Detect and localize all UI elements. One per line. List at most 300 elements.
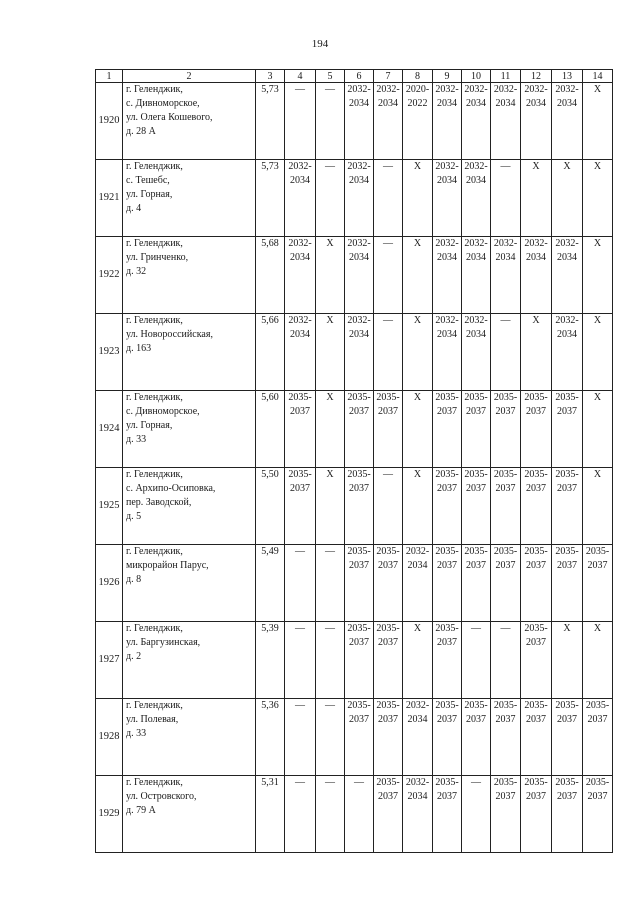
period-cell-col10	[462, 776, 491, 853]
cost-cell	[256, 83, 285, 160]
cell-text: 2035-	[435, 777, 459, 788]
cell-text: 2034	[466, 98, 486, 109]
period-cell-col14	[583, 391, 613, 468]
cell-text: —	[295, 700, 305, 711]
period-cell-col10	[462, 699, 491, 776]
cell-text: 2034	[407, 560, 428, 571]
cell-text: X	[326, 238, 334, 249]
period-cell-col11	[491, 545, 521, 622]
period-cell-col14	[583, 468, 613, 545]
period-cell-col9	[433, 314, 462, 391]
cell-text: —	[295, 546, 305, 557]
cell-text: 2034	[407, 714, 428, 725]
cell-text: 2032-	[555, 238, 579, 249]
cell-text: X	[326, 315, 334, 326]
cell-text: 2035-	[524, 546, 548, 557]
period-cell-col11	[491, 622, 521, 699]
period-cell-col13	[552, 314, 583, 391]
cell-text: 2037	[557, 406, 577, 417]
cell-text: 2035-	[555, 700, 579, 711]
column-header-14: 14	[583, 70, 613, 83]
period-cell-col8	[403, 545, 433, 622]
period-cell-col8	[403, 160, 433, 237]
column-header-1: 1	[96, 70, 123, 83]
period-cell-col12	[521, 83, 552, 160]
column-header-2: 2	[123, 70, 256, 83]
period-cell-col12	[521, 545, 552, 622]
cell-text: 2037	[349, 714, 369, 725]
address-line: д. 163	[126, 343, 152, 354]
period-cell-col13	[552, 160, 583, 237]
period-cell-col7	[374, 699, 403, 776]
period-cell-col14	[583, 160, 613, 237]
cell-text: 2032-	[435, 161, 459, 172]
cell-text: 5,31	[261, 777, 279, 788]
cell-text: 2035-	[376, 700, 400, 711]
period-cell-col6	[345, 622, 374, 699]
cell-text: 2037	[466, 406, 486, 417]
period-cell-col13	[552, 699, 583, 776]
cell-text: 2035-	[555, 777, 579, 788]
address-cell	[123, 545, 256, 622]
period-cell-col14	[583, 622, 613, 699]
period-cell-col12	[521, 391, 552, 468]
period-cell-col9	[433, 391, 462, 468]
period-cell-col8	[403, 391, 433, 468]
cell-text: —	[295, 777, 305, 788]
table-row	[96, 699, 613, 776]
address-cell	[123, 391, 256, 468]
address-line: с. Архипо-Осиповка,	[126, 483, 216, 494]
row-number: 1923	[96, 314, 123, 391]
period-cell-col13	[552, 545, 583, 622]
column-header-row	[96, 70, 613, 83]
column-header-9: 9	[433, 70, 462, 83]
period-cell-col6	[345, 314, 374, 391]
address-cell	[123, 468, 256, 545]
cell-text: 2034	[349, 175, 369, 186]
address-line: ул. Островского,	[126, 791, 197, 802]
address-line: пер. Заводской,	[126, 497, 192, 508]
period-cell-col10	[462, 468, 491, 545]
cell-text: —	[383, 161, 393, 172]
period-cell-col6	[345, 468, 374, 545]
address-line: д. 33	[126, 434, 147, 445]
cell-text: 2037	[557, 560, 577, 571]
cell-text: 2035-	[435, 392, 459, 403]
cell-text: —	[325, 84, 335, 95]
cell-text: 2037	[290, 406, 310, 417]
cell-text: 2032-	[405, 546, 430, 557]
cell-text: 2032-	[524, 84, 548, 95]
cell-text: X	[326, 469, 334, 480]
cell-text: 2032-	[464, 315, 488, 326]
cell-text: 2037	[526, 406, 546, 417]
period-cell-col4	[285, 776, 316, 853]
period-cell-col10	[462, 237, 491, 314]
column-header-7: 7	[374, 70, 403, 83]
cell-text: X	[563, 161, 571, 172]
row-number: 1921	[96, 160, 123, 237]
period-cell-col14	[583, 699, 613, 776]
address-line: г. Геленджик,	[126, 315, 183, 326]
cell-text: —	[325, 623, 335, 634]
cell-text: —	[325, 777, 335, 788]
period-cell-col10	[462, 391, 491, 468]
period-cell-col7	[374, 237, 403, 314]
cell-text: 5,50	[261, 469, 279, 480]
cell-text: —	[383, 315, 393, 326]
table-row	[96, 314, 613, 391]
period-cell-col6	[345, 83, 374, 160]
cell-text: —	[325, 700, 335, 711]
address-line: д. 33	[126, 728, 147, 739]
page-number: 194	[311, 38, 329, 50]
address-line: д. 79 А	[126, 805, 156, 816]
period-cell-col9	[433, 699, 462, 776]
column-header-12: 12	[521, 70, 552, 83]
period-cell-col9	[433, 160, 462, 237]
cell-text: 2032-	[347, 161, 371, 172]
column-header-8: 8	[403, 70, 433, 83]
period-cell-col5	[316, 622, 345, 699]
address-line: д. 8	[126, 574, 142, 585]
cell-text: 2037	[557, 714, 577, 725]
cell-text: 5,36	[261, 700, 279, 711]
housing-repair-table	[95, 69, 613, 853]
cell-text: X	[413, 238, 422, 249]
column-header-13: 13	[552, 70, 583, 83]
period-cell-col9	[433, 622, 462, 699]
row-number: 1924	[96, 391, 123, 468]
cell-text: 2035-	[347, 623, 371, 634]
address-line: г. Геленджик,	[126, 623, 183, 634]
period-cell-col5	[316, 468, 345, 545]
cell-text: —	[471, 623, 481, 634]
address-cell	[123, 83, 256, 160]
address-cell	[123, 622, 256, 699]
address-line: г. Геленджик,	[126, 777, 183, 788]
period-cell-col4	[285, 83, 316, 160]
cell-text: X	[593, 238, 602, 249]
address-cell	[123, 314, 256, 391]
period-cell-col8	[403, 83, 433, 160]
cell-text: 2032-	[435, 84, 459, 95]
period-cell-col13	[552, 468, 583, 545]
cell-text: 2034	[466, 175, 486, 186]
cell-text: 2035-	[435, 546, 459, 557]
cell-text: 2022	[407, 98, 428, 109]
table-row	[96, 237, 613, 314]
cell-text: 2035-	[493, 777, 518, 788]
cell-text: 2035-	[376, 777, 400, 788]
period-cell-col7	[374, 622, 403, 699]
cell-text: 2034	[378, 98, 398, 109]
cell-text: 2035-	[524, 623, 548, 634]
cell-text: X	[593, 469, 602, 480]
cell-text: 2032-	[405, 777, 430, 788]
cell-text: 2037	[526, 637, 546, 648]
cost-cell	[256, 776, 285, 853]
cell-text: 2035-	[435, 469, 459, 480]
period-cell-col7	[374, 776, 403, 853]
period-cell-col7	[374, 160, 403, 237]
period-cell-col13	[552, 776, 583, 853]
cell-text: X	[593, 392, 602, 403]
period-cell-col12	[521, 468, 552, 545]
table-row	[96, 160, 613, 237]
period-cell-col13	[552, 391, 583, 468]
column-header-6: 6	[345, 70, 374, 83]
cost-cell	[256, 545, 285, 622]
address-line: г. Геленджик,	[126, 84, 183, 95]
period-cell-col4	[285, 699, 316, 776]
cell-text: 2034	[526, 98, 546, 109]
cell-text: 2032-	[435, 315, 459, 326]
period-cell-col10	[462, 160, 491, 237]
cell-text: X	[532, 161, 540, 172]
cell-text: 2037	[526, 483, 546, 494]
period-cell-col9	[433, 545, 462, 622]
cell-text: —	[325, 546, 335, 557]
cell-text: 2037	[495, 714, 516, 725]
cell-text: 2035-	[347, 392, 371, 403]
cell-text: 2037	[349, 637, 369, 648]
cell-text: 2032-	[288, 315, 312, 326]
address-line: ул. Гринченко,	[126, 252, 189, 263]
cell-text: X	[413, 623, 422, 634]
period-cell-col7	[374, 391, 403, 468]
cell-text: 2034	[290, 175, 310, 186]
row-number: 1922	[96, 237, 123, 314]
cell-text: 2035-	[493, 546, 518, 557]
period-cell-col6	[345, 160, 374, 237]
cell-text: 2032-	[555, 315, 579, 326]
cell-text: 2037	[378, 406, 398, 417]
cost-cell	[256, 391, 285, 468]
cell-text: 2034	[437, 252, 457, 263]
period-cell-col12	[521, 237, 552, 314]
cell-text: 2034	[349, 329, 369, 340]
row-number: 1929	[96, 776, 123, 853]
cell-text: 2035-	[524, 777, 548, 788]
cell-text: 2037	[557, 791, 577, 802]
cell-text: 2037	[437, 714, 457, 725]
cell-text: 2034	[466, 252, 486, 263]
cost-cell	[256, 237, 285, 314]
cell-text: 2035-	[435, 623, 459, 634]
table-row	[96, 545, 613, 622]
period-cell-col6	[345, 237, 374, 314]
address-line: г. Геленджик,	[126, 161, 183, 172]
cell-text: 2035-	[493, 392, 518, 403]
cell-text: 2037	[557, 483, 577, 494]
cell-text: 2032-	[464, 161, 488, 172]
period-cell-col11	[491, 160, 521, 237]
table-row	[96, 391, 613, 468]
cell-text: 2035-	[376, 392, 400, 403]
period-cell-col5	[316, 391, 345, 468]
cell-text: 2034	[557, 329, 577, 340]
address-line: ул. Новороссийская,	[126, 329, 213, 340]
cell-text: 2035-	[288, 392, 312, 403]
cell-text: 2035-	[585, 777, 610, 788]
cell-text: 2032-	[347, 315, 371, 326]
period-cell-col5	[316, 160, 345, 237]
cell-text: 2037	[437, 483, 457, 494]
cell-text: 2034	[349, 252, 369, 263]
address-line: ул. Олега Кошевого,	[126, 112, 213, 123]
cell-text: X	[326, 392, 334, 403]
address-line: д. 2	[126, 651, 142, 662]
period-cell-col5	[316, 545, 345, 622]
period-cell-col6	[345, 545, 374, 622]
address-line: г. Геленджик,	[126, 392, 183, 403]
address-line: ул. Полевая,	[126, 714, 179, 725]
period-cell-col10	[462, 622, 491, 699]
period-cell-col11	[491, 468, 521, 545]
cell-text: 2037	[526, 560, 546, 571]
period-cell-col11	[491, 699, 521, 776]
period-cell-col7	[374, 314, 403, 391]
cell-text: 5,73	[261, 161, 279, 172]
cell-text: —	[325, 161, 335, 172]
table-row	[96, 776, 613, 853]
period-cell-col12	[521, 314, 552, 391]
row-number: 1927	[96, 622, 123, 699]
cell-text: 2032-	[464, 238, 488, 249]
cell-text: —	[295, 623, 305, 634]
address-cell	[123, 776, 256, 853]
row-number: 1925	[96, 468, 123, 545]
column-header-4: 4	[285, 70, 316, 83]
cell-text: X	[593, 315, 602, 326]
period-cell-col9	[433, 83, 462, 160]
cell-text: X	[593, 84, 602, 95]
table-row	[96, 468, 613, 545]
cell-text: 2037	[495, 406, 516, 417]
period-cell-col4	[285, 622, 316, 699]
cell-text: 2037	[495, 791, 516, 802]
address-line: д. 28 А	[126, 126, 156, 137]
cell-text: 2034	[526, 252, 546, 263]
period-cell-col8	[403, 237, 433, 314]
period-cell-col7	[374, 83, 403, 160]
cell-text: 2037	[437, 637, 457, 648]
cell-text: 2037	[349, 406, 369, 417]
period-cell-col4	[285, 391, 316, 468]
cell-text: 2037	[378, 714, 398, 725]
address-line: с. Дивноморское,	[126, 406, 200, 417]
cell-text: 2032-	[376, 84, 400, 95]
period-cell-col8	[403, 622, 433, 699]
period-cell-col10	[462, 545, 491, 622]
cell-text: 2037	[378, 637, 398, 648]
cell-text: 2035-	[555, 392, 579, 403]
cell-text: 2032-	[493, 238, 518, 249]
cell-text: 2037	[290, 483, 310, 494]
cell-text: 2034	[495, 98, 516, 109]
cell-text: —	[295, 84, 305, 95]
cell-text: 2034	[407, 791, 428, 802]
cell-text: 2034	[495, 252, 516, 263]
period-cell-col9	[433, 468, 462, 545]
cell-text: X	[413, 161, 422, 172]
cell-text: 2032-	[524, 238, 548, 249]
cell-text: 2034	[557, 252, 577, 263]
cell-text: 5,49	[261, 546, 279, 557]
row-number: 1928	[96, 699, 123, 776]
cell-text: 2035-	[524, 392, 548, 403]
cell-text: 2020-	[405, 84, 430, 95]
cell-text: X	[563, 623, 571, 634]
column-header-11: 11	[491, 70, 521, 83]
cell-text: 2032-	[347, 238, 371, 249]
period-cell-col9	[433, 776, 462, 853]
column-header-10: 10	[462, 70, 491, 83]
period-cell-col10	[462, 83, 491, 160]
period-cell-col11	[491, 237, 521, 314]
period-cell-col11	[491, 314, 521, 391]
column-header-5: 5	[316, 70, 345, 83]
cell-text: 2037	[349, 483, 369, 494]
period-cell-col13	[552, 83, 583, 160]
period-cell-col7	[374, 468, 403, 545]
cell-text: —	[500, 623, 511, 634]
period-cell-col14	[583, 83, 613, 160]
cell-text: —	[354, 777, 364, 788]
table-row	[96, 622, 613, 699]
cell-text: 2032-	[347, 84, 371, 95]
address-line: с. Тешебс,	[126, 175, 170, 186]
cell-text: X	[413, 469, 422, 480]
row-number: 1920	[96, 83, 123, 160]
period-cell-col12	[521, 776, 552, 853]
cell-text: 5,60	[261, 392, 279, 403]
cell-text: 2035-	[555, 546, 579, 557]
cell-text: 2035-	[464, 469, 488, 480]
cell-text: 2035-	[585, 700, 610, 711]
address-line: г. Геленджик,	[126, 238, 183, 249]
cell-text: 2032-	[288, 161, 312, 172]
period-cell-col7	[374, 545, 403, 622]
cost-cell	[256, 699, 285, 776]
cell-text: 2035-	[493, 700, 518, 711]
address-line: с. Дивноморское,	[126, 98, 200, 109]
cell-text: —	[383, 238, 393, 249]
period-cell-col4	[285, 545, 316, 622]
cell-text: 2037	[587, 791, 608, 802]
period-cell-col4	[285, 160, 316, 237]
period-cell-col11	[491, 391, 521, 468]
period-cell-col11	[491, 776, 521, 853]
cell-text: 2037	[466, 560, 486, 571]
cell-text: X	[532, 315, 540, 326]
cell-text: 2034	[290, 252, 310, 263]
cell-text: 2034	[557, 98, 577, 109]
cell-text: 2035-	[376, 623, 400, 634]
cell-text: —	[500, 315, 511, 326]
cell-text: 5,39	[261, 623, 279, 634]
cell-text: 5,66	[261, 315, 279, 326]
period-cell-col5	[316, 83, 345, 160]
table-row	[96, 83, 613, 160]
cell-text: 2035-	[524, 469, 548, 480]
period-cell-col8	[403, 699, 433, 776]
cell-text: 2037	[466, 714, 486, 725]
address-cell	[123, 160, 256, 237]
period-cell-col4	[285, 237, 316, 314]
